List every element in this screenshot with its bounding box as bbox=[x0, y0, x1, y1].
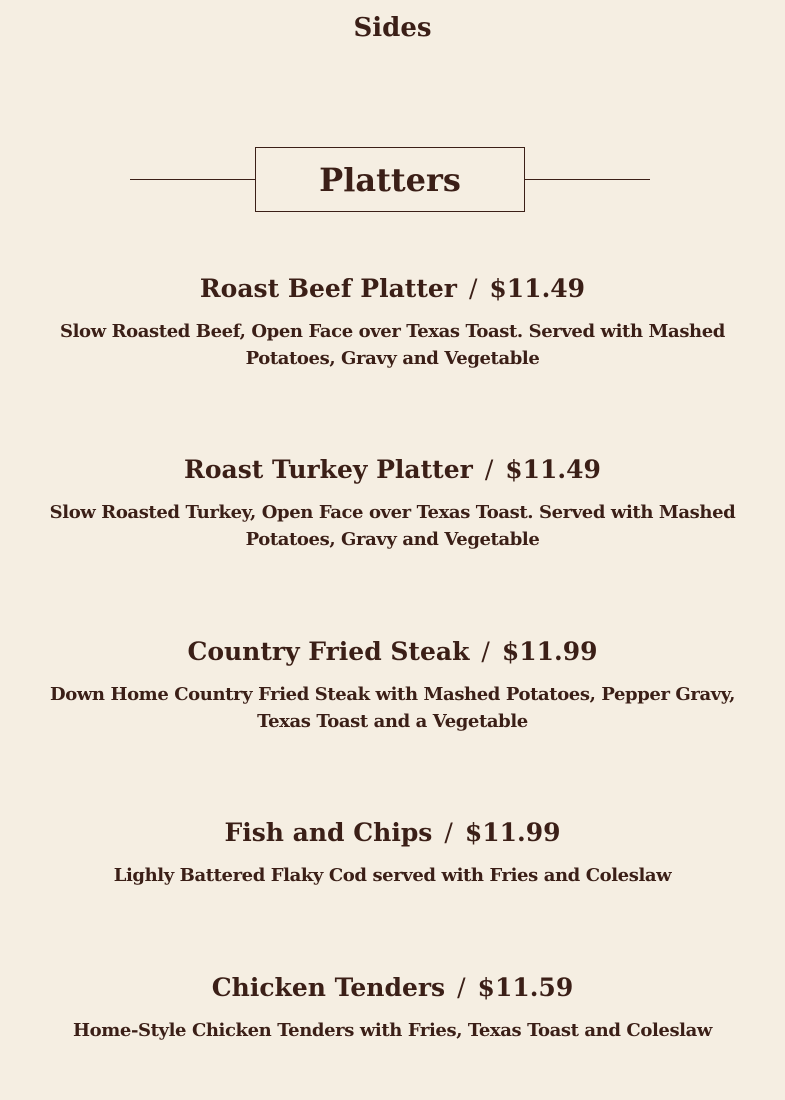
menu-item-title bbox=[30, 971, 755, 1005]
divider-right bbox=[525, 179, 650, 180]
menu-item-title bbox=[30, 635, 755, 669]
menu-item-name: Roast Turkey Platter bbox=[184, 455, 473, 484]
divider-left bbox=[130, 179, 255, 180]
menu-item-country-fried-steak bbox=[30, 635, 755, 735]
menu-item-name: Country Fried Steak bbox=[187, 637, 470, 666]
price-separator: / bbox=[468, 274, 478, 303]
menu-item-description: Slow Roasted Beef, Open Face over Texas Toast. Served with Mashed Potatoes, Gravy and Vegetable bbox=[60, 321, 725, 369]
menu-item-name: Chicken Tenders bbox=[211, 973, 446, 1002]
price-separator: / bbox=[457, 973, 466, 1002]
menu-item-name: Fish and Chips bbox=[224, 818, 433, 847]
menu-item-price: $11.49 bbox=[505, 455, 601, 484]
platters-section-header bbox=[130, 147, 650, 212]
price-separator: / bbox=[484, 455, 494, 484]
menu-item-title bbox=[30, 816, 755, 850]
menu-item-name: Roast Beef Platter bbox=[199, 274, 457, 303]
menu-item-fish-and-chips bbox=[30, 816, 755, 889]
price-separator: / bbox=[444, 818, 453, 847]
platters-title: Platters bbox=[319, 160, 461, 199]
menu-item-description: Down Home Country Fried Steak with Mashed Potatoes, Pepper Gravy, Texas Toast and a Vegetable bbox=[50, 684, 735, 732]
menu-item-title bbox=[30, 453, 755, 487]
platters-title-box bbox=[255, 147, 525, 212]
menu-item-price: $11.59 bbox=[477, 973, 574, 1002]
menu-item-price: $11.49 bbox=[489, 274, 586, 303]
price-separator: / bbox=[481, 637, 490, 666]
menu-item-description: Home-Style Chicken Tenders with Fries, Texas Toast and Coleslaw bbox=[73, 1020, 712, 1041]
menu-item-description: Slow Roasted Turkey, Open Face over Texas Toast. Served with Mashed Potatoes, Gravy and Vegetable bbox=[49, 502, 736, 550]
menu-item-roast-beef-platter bbox=[30, 272, 755, 372]
menu-item-price: $11.99 bbox=[464, 818, 561, 847]
menu-item-title bbox=[30, 272, 755, 306]
menu-item-chicken-tenders bbox=[30, 971, 755, 1044]
sides-heading: Sides bbox=[353, 13, 432, 43]
menu-item-roast-turkey-platter bbox=[30, 453, 755, 553]
menu-item-description: Lighly Battered Flaky Cod served with Fries and Coleslaw bbox=[113, 865, 672, 886]
menu-item-price: $11.99 bbox=[501, 637, 598, 666]
